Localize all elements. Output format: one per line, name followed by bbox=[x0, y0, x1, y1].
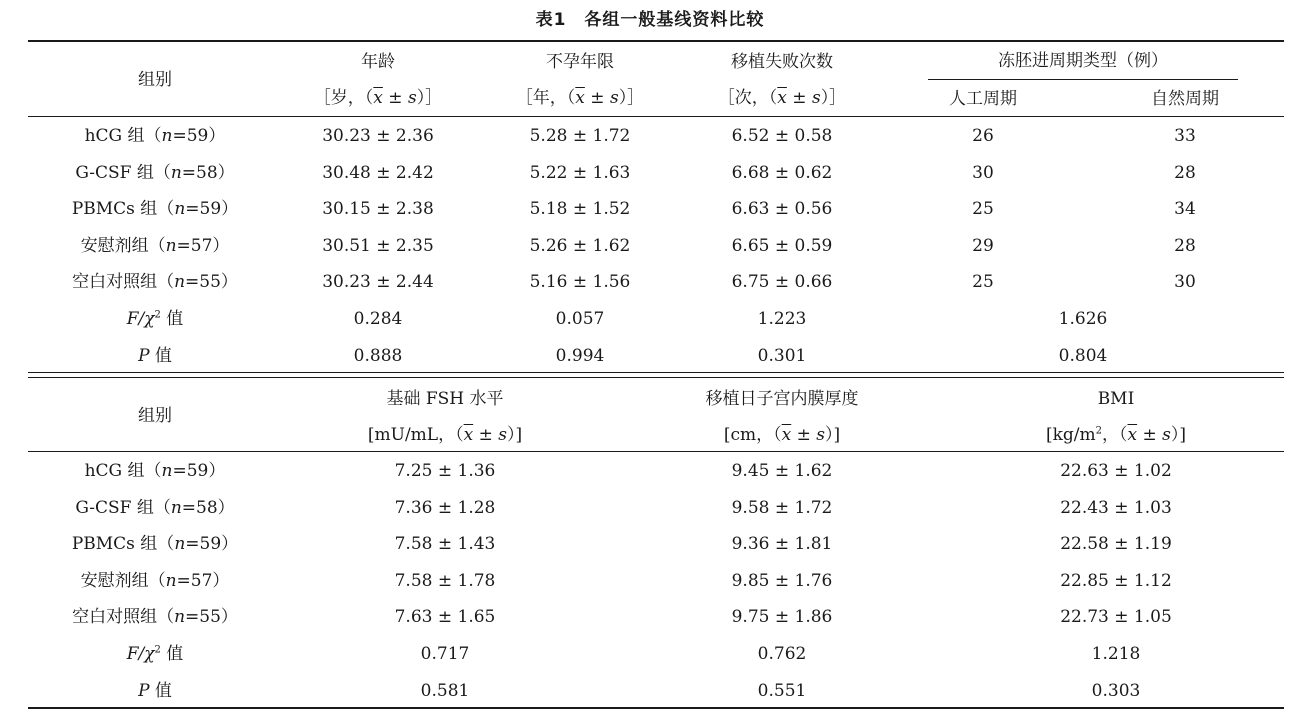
n-symbol: n bbox=[165, 570, 177, 591]
unit-suffix: ）］ bbox=[618, 88, 645, 108]
stat-cell: 0.804 bbox=[1058, 345, 1108, 366]
unit-mid: ，（ bbox=[1102, 425, 1128, 445]
table-cell: 6.68 ± 0.62 bbox=[731, 162, 833, 183]
table1-col-header: 移植失败次数 bbox=[731, 52, 833, 72]
table-separator-rule-2 bbox=[28, 377, 1284, 378]
stat-cell: 0.888 bbox=[353, 345, 403, 366]
group-name: G-CSF 组（ bbox=[75, 497, 171, 518]
stat-symbol: F/χ bbox=[126, 644, 155, 664]
group-count: =59） bbox=[172, 461, 226, 481]
table-cell: 30.51 ± 2.35 bbox=[322, 235, 434, 256]
stat-cell: 0.551 bbox=[757, 680, 807, 701]
stat-row-label bbox=[55, 673, 255, 709]
table-row-group bbox=[35, 118, 275, 154]
table-cell: 25 bbox=[972, 272, 994, 293]
table-cell: 9.45 ± 1.62 bbox=[731, 461, 833, 481]
table-cell: 28 bbox=[1174, 235, 1196, 256]
stat-cell: 1.626 bbox=[1058, 309, 1108, 329]
table1-col-unit bbox=[480, 83, 680, 113]
table-cell: 5.22 ± 1.63 bbox=[529, 162, 631, 183]
unit-suffix: ）] bbox=[825, 425, 841, 445]
table-caption: 表1 各组一般基线资料比较 bbox=[535, 10, 765, 30]
table-row-group bbox=[35, 563, 275, 599]
unit-suffix: ）] bbox=[1170, 425, 1187, 445]
n-symbol: n bbox=[174, 272, 186, 293]
s-symbol: s bbox=[1162, 425, 1171, 445]
table-cell: 6.52 ± 0.58 bbox=[731, 126, 833, 146]
stat-symbol: P bbox=[138, 345, 150, 366]
stat-superscript: 2 bbox=[154, 644, 161, 656]
s-symbol: s bbox=[816, 425, 826, 445]
plus-minus: ± bbox=[1137, 425, 1163, 445]
group-count: =58） bbox=[181, 497, 235, 518]
group-name: hCG 组（ bbox=[84, 461, 162, 481]
n-symbol: n bbox=[170, 497, 182, 518]
table-row-group bbox=[35, 264, 275, 300]
table2-col-header: BMI bbox=[1097, 389, 1135, 409]
table2-col-unit bbox=[315, 420, 575, 450]
x-bar-symbol: $\overline{x}$ bbox=[1127, 425, 1138, 445]
table-cell: 5.28 ± 1.72 bbox=[529, 126, 631, 146]
frozen-subheader: 人工周期 bbox=[949, 89, 1017, 109]
table-cell: 30.23 ± 2.36 bbox=[322, 126, 434, 146]
unit-suffix: ）］ bbox=[416, 88, 443, 108]
table-cell: 30.15 ± 2.38 bbox=[322, 199, 434, 220]
s-symbol: s bbox=[609, 88, 619, 108]
table-cell: 9.75 ± 1.86 bbox=[731, 607, 833, 628]
stat-cell: 0.762 bbox=[757, 644, 807, 664]
stat-row-label bbox=[55, 636, 255, 672]
group-name: PBMCs 组（ bbox=[71, 534, 175, 555]
stat-symbol: F/χ bbox=[126, 309, 155, 329]
stat-label: 值 bbox=[149, 680, 172, 701]
table-cell: 9.36 ± 1.81 bbox=[731, 534, 833, 555]
unit-prefix: [kg/m bbox=[1045, 425, 1096, 445]
n-symbol: n bbox=[161, 461, 173, 481]
x-bar-symbol: $\overline{x}$ bbox=[777, 88, 787, 108]
n-symbol: n bbox=[174, 607, 186, 628]
stat-cell: 0.581 bbox=[420, 680, 470, 701]
table2-col-unit bbox=[652, 420, 912, 450]
stat-cell: 0.284 bbox=[353, 309, 403, 329]
table-cell: 5.26 ± 1.62 bbox=[529, 235, 631, 256]
table-cell: 7.58 ± 1.43 bbox=[394, 534, 496, 555]
stat-cell: 1.218 bbox=[1091, 644, 1141, 664]
table-cell: 6.65 ± 0.59 bbox=[731, 235, 833, 256]
frozen-subheader-rule bbox=[928, 79, 1238, 80]
stat-cell: 0.057 bbox=[555, 309, 605, 329]
table1-col-unit bbox=[682, 83, 882, 113]
table-cell: 34 bbox=[1174, 199, 1196, 220]
plus-minus: ± bbox=[791, 425, 817, 445]
table-cell: 6.63 ± 0.56 bbox=[731, 199, 833, 220]
group-count: =58） bbox=[181, 162, 235, 183]
group-count: =55） bbox=[185, 272, 238, 293]
stat-row-label bbox=[55, 338, 255, 374]
table-cell: 6.75 ± 0.66 bbox=[731, 272, 833, 293]
table-row-group bbox=[35, 490, 275, 526]
plus-minus: ± bbox=[382, 88, 408, 108]
group-name: 空白对照组（ bbox=[72, 272, 175, 293]
unit-superscript: 2 bbox=[1095, 425, 1102, 437]
table-cell: 22.58 ± 1.19 bbox=[1060, 534, 1172, 555]
table-cell: 9.58 ± 1.72 bbox=[731, 497, 833, 518]
group-count: =55） bbox=[185, 607, 238, 628]
table-cell: 29 bbox=[972, 235, 994, 256]
x-bar-symbol: $\overline{x}$ bbox=[575, 88, 585, 108]
table2-col-header: 移植日子宫内膜厚度 bbox=[705, 389, 859, 409]
table-cell: 30 bbox=[972, 162, 994, 183]
plus-minus: ± bbox=[584, 88, 610, 108]
s-symbol: s bbox=[407, 88, 417, 108]
group-count: =57） bbox=[176, 235, 230, 256]
x-bar-symbol: $\overline{x}$ bbox=[463, 425, 474, 445]
n-symbol: n bbox=[170, 162, 182, 183]
table2-col-header: 基础 FSH 水平 bbox=[386, 389, 504, 409]
table-cell: 22.85 ± 1.12 bbox=[1060, 570, 1172, 591]
n-symbol: n bbox=[174, 534, 186, 555]
group-name: 安慰剂组（ bbox=[80, 235, 166, 256]
table-cell: 33 bbox=[1174, 126, 1196, 146]
table-cell: 5.18 ± 1.52 bbox=[529, 199, 631, 220]
group-name: 安慰剂组（ bbox=[80, 570, 166, 591]
group-count: =59） bbox=[185, 199, 239, 220]
table2-header-rule bbox=[28, 451, 1284, 452]
table1-col-unit bbox=[278, 83, 478, 113]
stat-cell: 0.717 bbox=[420, 644, 470, 664]
frozen-subheader: 自然周期 bbox=[1151, 89, 1219, 109]
stat-cell: 0.301 bbox=[757, 345, 807, 366]
table-row-group bbox=[35, 191, 275, 227]
table-cell: 30.48 ± 2.42 bbox=[322, 162, 434, 183]
x-bar-symbol: $\overline{x}$ bbox=[781, 425, 792, 445]
plus-minus: ± bbox=[473, 425, 499, 445]
n-symbol: n bbox=[174, 199, 186, 220]
table-row-group bbox=[35, 228, 275, 264]
table1-group-header: 组别 bbox=[138, 70, 172, 90]
table-cell: 9.85 ± 1.76 bbox=[731, 570, 833, 591]
table-row-group bbox=[35, 453, 275, 489]
table-cell: 26 bbox=[972, 126, 994, 146]
table-cell: 25 bbox=[972, 199, 994, 220]
table2-group-header: 组别 bbox=[138, 406, 172, 426]
group-name: PBMCs 组（ bbox=[71, 199, 175, 220]
unit-prefix: ［岁，（ bbox=[313, 88, 374, 108]
table-cell: 7.25 ± 1.36 bbox=[394, 461, 496, 481]
unit-prefix: ［年，（ bbox=[515, 88, 576, 108]
stat-row-label bbox=[55, 301, 255, 337]
group-name: hCG 组（ bbox=[84, 126, 162, 146]
table-cell: 22.73 ± 1.05 bbox=[1060, 607, 1172, 628]
table-row-group bbox=[35, 526, 275, 562]
s-symbol: s bbox=[811, 88, 821, 108]
stat-cell: 0.303 bbox=[1091, 680, 1141, 701]
table1-top-rule bbox=[28, 40, 1284, 42]
plus-minus: ± bbox=[786, 88, 812, 108]
unit-prefix: [cm，（ bbox=[723, 425, 782, 445]
table2-col-unit bbox=[986, 420, 1246, 450]
unit-suffix: ）］ bbox=[820, 88, 847, 108]
group-count: =59） bbox=[185, 534, 239, 555]
table-cell: 28 bbox=[1174, 162, 1196, 183]
x-bar-symbol: $\overline{x}$ bbox=[373, 88, 383, 108]
table-cell: 7.58 ± 1.78 bbox=[394, 570, 496, 591]
table-cell: 22.43 ± 1.03 bbox=[1060, 497, 1172, 518]
frozen-cycle-header: 冻胚进周期类型（例） bbox=[998, 51, 1168, 71]
table-cell: 30 bbox=[1174, 272, 1196, 293]
stat-label: 值 bbox=[160, 644, 184, 664]
group-count: =59） bbox=[172, 126, 226, 146]
table-cell: 22.63 ± 1.02 bbox=[1060, 461, 1172, 481]
table-row-group bbox=[35, 599, 275, 635]
table1-col-header: 年龄 bbox=[361, 52, 395, 72]
table1-col-header: 不孕年限 bbox=[546, 52, 614, 72]
table-cell: 7.36 ± 1.28 bbox=[394, 497, 496, 518]
group-name: G-CSF 组（ bbox=[75, 162, 171, 183]
stat-cell: 0.994 bbox=[555, 345, 605, 366]
stat-label: 值 bbox=[149, 345, 172, 366]
stat-superscript: 2 bbox=[154, 309, 161, 321]
table-cell: 30.23 ± 2.44 bbox=[322, 272, 434, 293]
group-count: =57） bbox=[176, 570, 230, 591]
stat-symbol: P bbox=[138, 680, 150, 701]
table-cell: 5.16 ± 1.56 bbox=[529, 272, 631, 293]
stat-label: 值 bbox=[160, 309, 184, 329]
n-symbol: n bbox=[161, 126, 173, 146]
s-symbol: s bbox=[498, 425, 507, 445]
table-cell: 7.63 ± 1.65 bbox=[394, 607, 496, 628]
stat-cell: 1.223 bbox=[757, 309, 807, 329]
unit-suffix: ）] bbox=[506, 425, 523, 445]
table1-header-rule bbox=[28, 116, 1284, 117]
unit-prefix: [mU/mL，（ bbox=[367, 425, 464, 445]
unit-prefix: ［次，（ bbox=[717, 88, 778, 108]
table-row-group bbox=[35, 155, 275, 191]
n-symbol: n bbox=[165, 235, 177, 256]
group-name: 空白对照组（ bbox=[72, 607, 175, 628]
